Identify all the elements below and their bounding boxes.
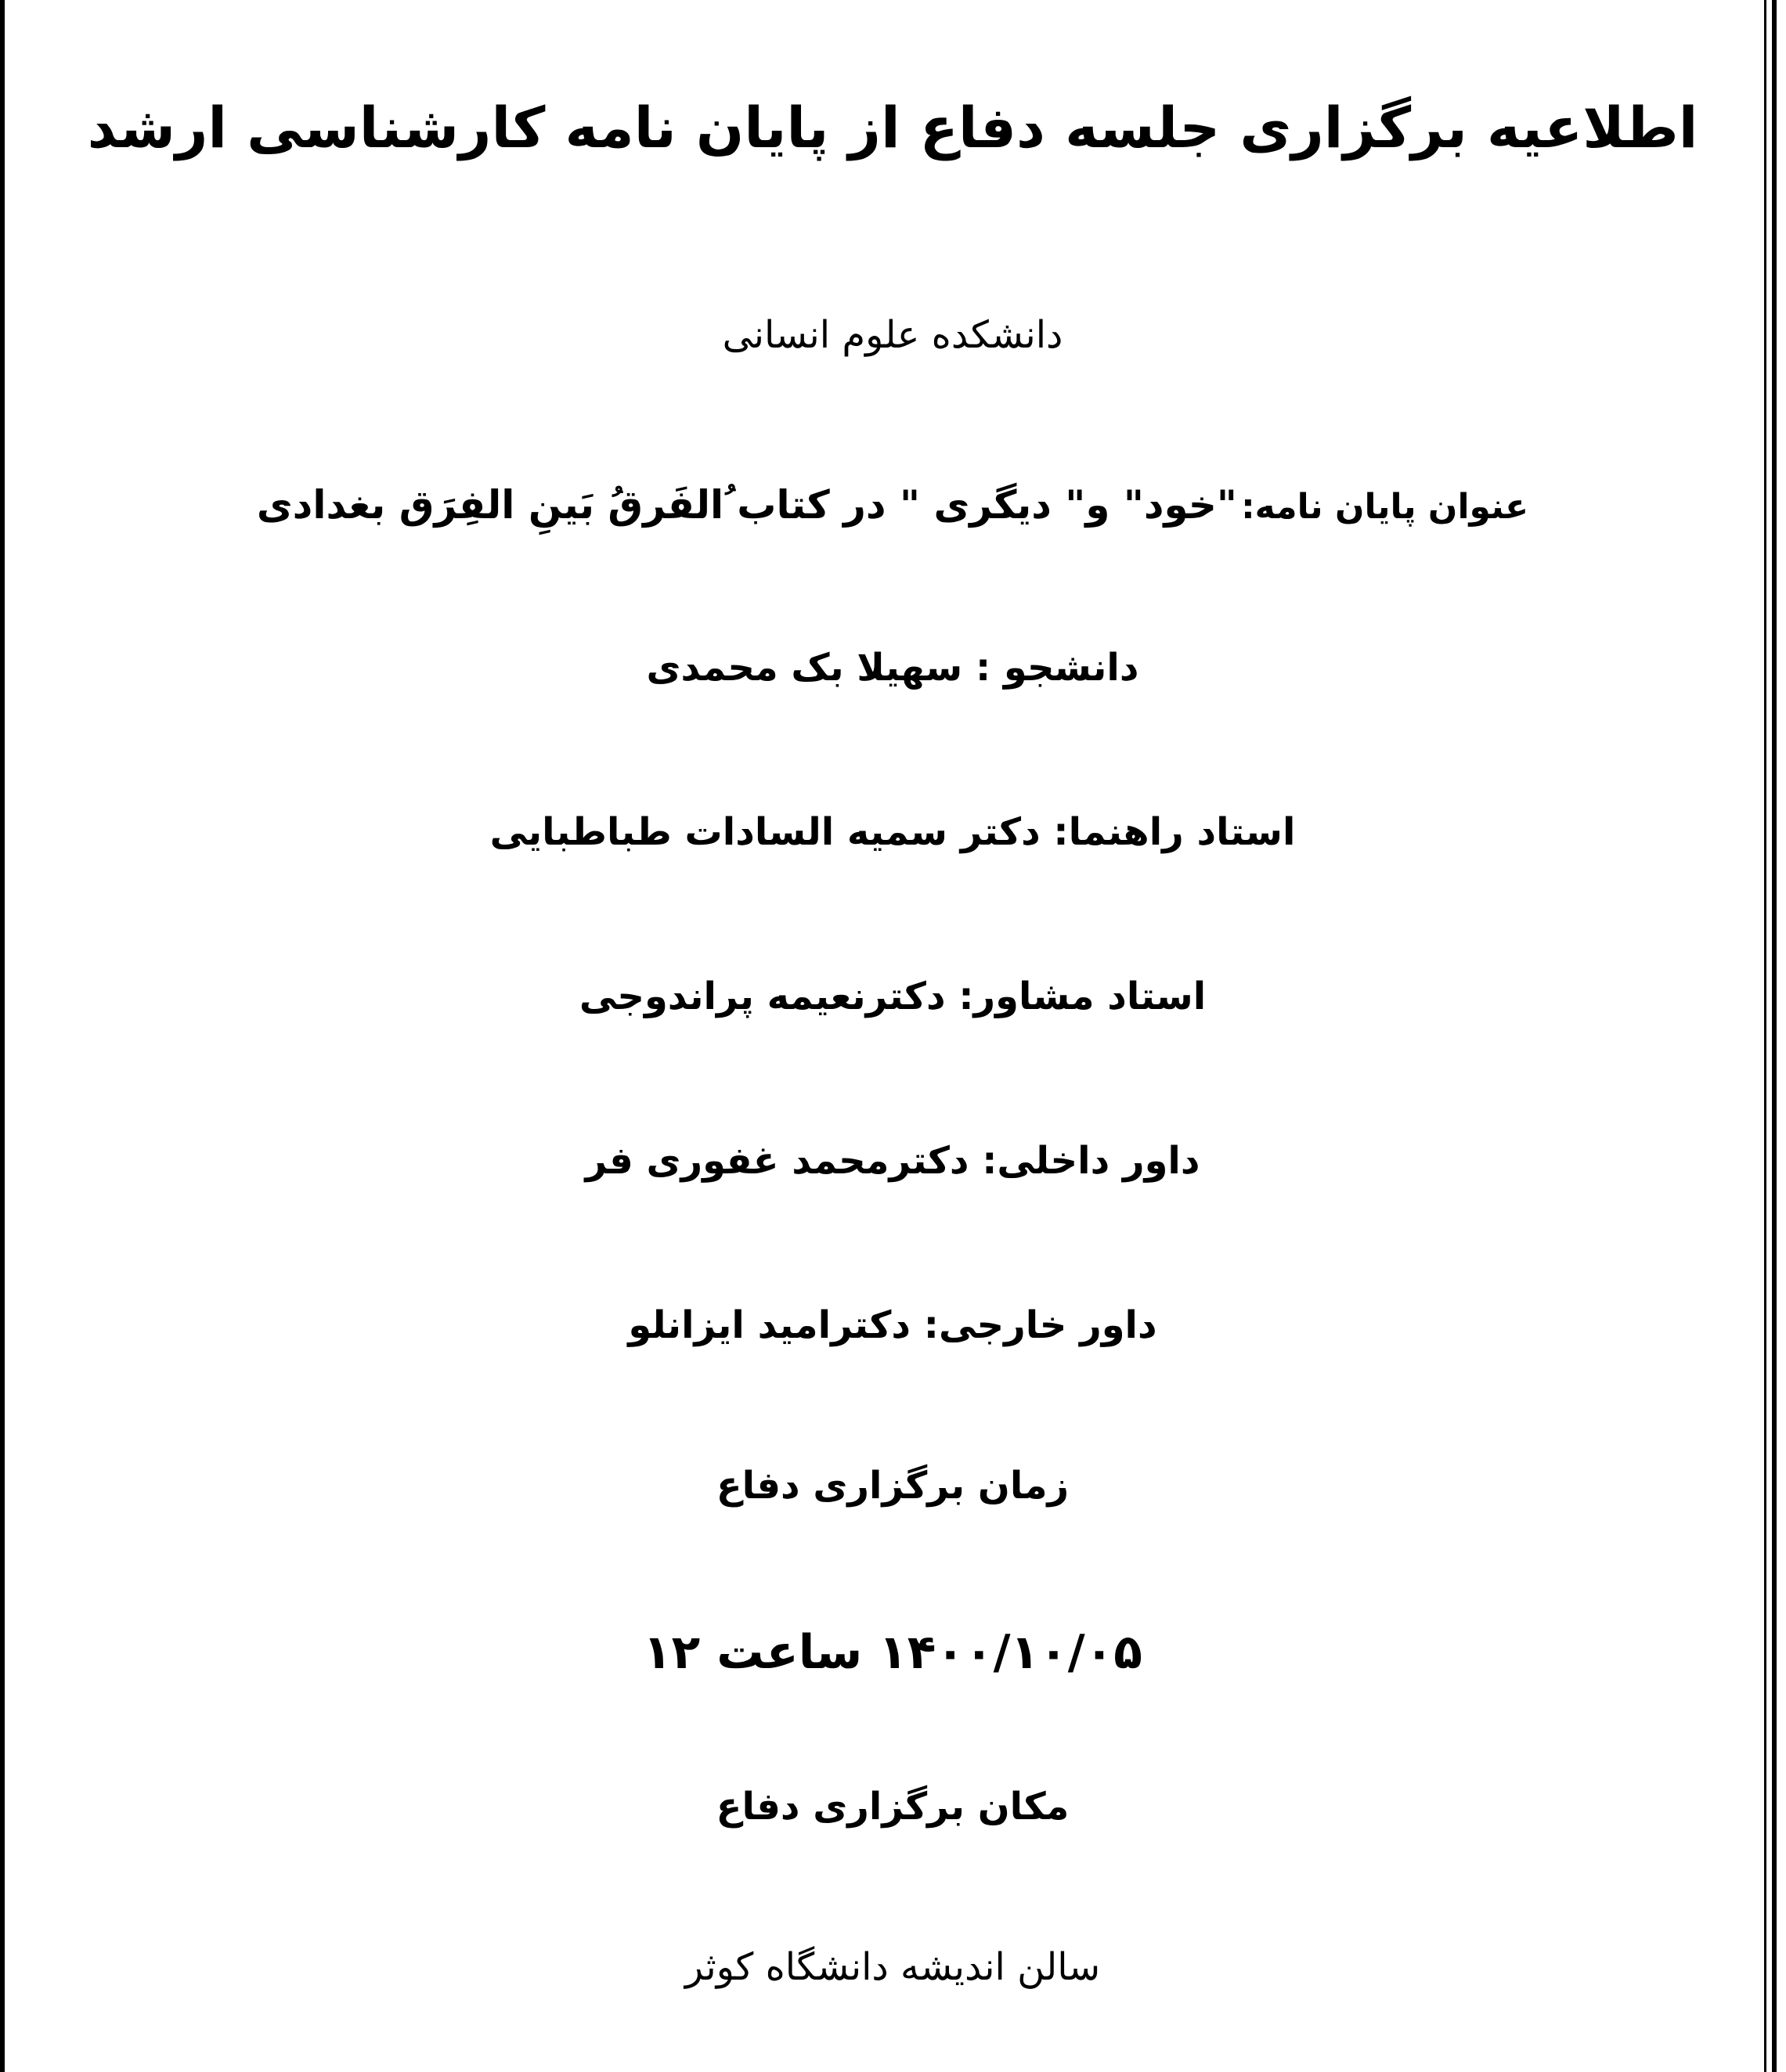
internal-referee-line: داور داخلی: دکترمحمد غفوری فر: [585, 1139, 1200, 1183]
thesis-title-label: عنوان پایان نامه:: [1241, 487, 1529, 527]
defense-time-heading: زمان برگزاری دفاع: [716, 1464, 1070, 1508]
thesis-title-value: "خود" و" دیگری " در کتاب ُالفَرقُ بَینِ الفِرَق بغدادی: [256, 482, 1237, 528]
student-line: دانشجو : سهیلا بک محمدی: [646, 646, 1139, 690]
defense-place-heading: مکان برگزاری دفاع: [716, 1785, 1070, 1829]
external-referee-line: داور خارجی: دکترامید ایزانلو: [628, 1303, 1157, 1347]
page-border-right-inner: [1764, 0, 1766, 2072]
advisor-line: استاد مشاور: دکترنعیمه پراندوجی: [579, 975, 1207, 1018]
defense-date-time: ۱۴۰۰/۱۰/۰۵ ساعت ۱۲: [643, 1625, 1142, 1680]
page-border-right-outer: [1772, 0, 1777, 2072]
supervisor-line: استاد راهنما: دکتر سمیه السادات طباطبایی: [489, 810, 1296, 854]
notice-title: اطلاعیه برگزاری جلسه دفاع از پایان نامه کارشناسی ارشد: [87, 95, 1698, 160]
page-border-left: [0, 0, 5, 2072]
defense-venue: سالن اندیشه دانشگاه کوثر: [684, 1945, 1101, 1989]
faculty-name: دانشکده علوم انسانی: [722, 313, 1063, 357]
thesis-title-line: [31, 481, 1754, 528]
